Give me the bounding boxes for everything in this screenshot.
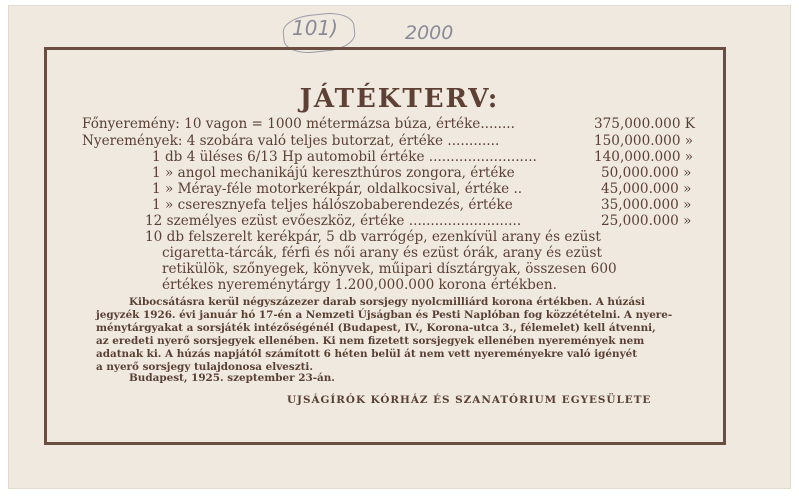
other-prizes-line: értékes nyereménytárgy 1.200,000.000 korona értékben. xyxy=(162,277,557,293)
prize-line-amount: 35,000.000 » xyxy=(601,197,692,213)
prize-line-amount: 150,000.000 » xyxy=(594,133,694,149)
prize-line-label: 1 db 4 üléses 6/13 Hp automobil értéke ......................... xyxy=(152,149,537,165)
notes-line: a nyerő sorsjegy tulajdonosa elveszti. xyxy=(96,361,313,373)
prize-line-label: 1 » angol mechanikájú kereszthúros zongora, értéke xyxy=(152,165,515,181)
prize-line-label: Főnyeremény: 10 vagon = 1000 métermázsa búza, értéke........ xyxy=(82,116,515,132)
prize-line-label: 1 » cseresznyefa teljes hálószobaberendezés, értéke xyxy=(152,197,513,213)
prize-line-label: 1 » Méray-féle motorkerékpár, oldalkocsival, értéke .. xyxy=(152,181,523,197)
date-line: Budapest, 1925. szeptember 23-án. xyxy=(129,372,335,384)
prize-line-amount: 140,000.000 » xyxy=(594,149,694,165)
prize-line-amount: 50,000.000 » xyxy=(601,165,692,181)
notes-line: adatnak ki. A húzás napjától számított 6 héten belül át nem vett nyereményekre való igényét xyxy=(96,348,638,360)
organization-name: UJSÁGÍRÓK KÓRHÁZ ÉS SZANATÓRIUM EGYESÜLETE xyxy=(287,394,652,406)
prize-line-amount: 45,000.000 » xyxy=(601,181,692,197)
other-prizes-line: 10 db felszerelt kerékpár, 5 db varrógép, ezenkívül arany és ezüst xyxy=(145,229,601,245)
other-prizes-line: retikülök, szőnyegek, könyvek, műipari dísztárgyak, összesen 600 xyxy=(162,261,617,277)
handwritten-year: 2000 xyxy=(405,22,454,44)
handwritten-number: 101) xyxy=(292,16,338,40)
prize-line-label: Nyeremények: 4 szobára való teljes butorzat, értéke ............ xyxy=(82,133,500,149)
page-title: JÁTÉKTERV: xyxy=(299,84,500,114)
notes-line: jegyzék 1926. évi január hó 17-én a Nemzeti Újságban és Pesti Naplóban fog közzétételni. A nyere- xyxy=(96,309,673,321)
other-prizes-line: cigaretta-tárcák, férfi és női arany és ezüst órák, arany és ezüst xyxy=(162,245,602,261)
notes-line: ménytárgyakat a sorsjáték intézőségénél (Budapest, IV., Korona-utca 3., félemelet) kell átvenni, xyxy=(96,322,656,334)
prize-line-label: 12 személyes ezüst evőeszköz, értéke .......................... xyxy=(145,213,522,229)
notes-line: az eredeti nyerő sorsjegyek ellenében. Ki nem fizetett sorsjegyek ellenében nyeremények nem xyxy=(96,335,645,347)
prize-line-amount: 25,000.000 » xyxy=(601,213,692,229)
notes-line: Kibocsátásra kerül négyszázezer darab sorsjegy nyolcmilliárd korona értékben. A húzási xyxy=(129,296,645,308)
prize-line-amount: 375,000.000 K xyxy=(594,116,695,132)
